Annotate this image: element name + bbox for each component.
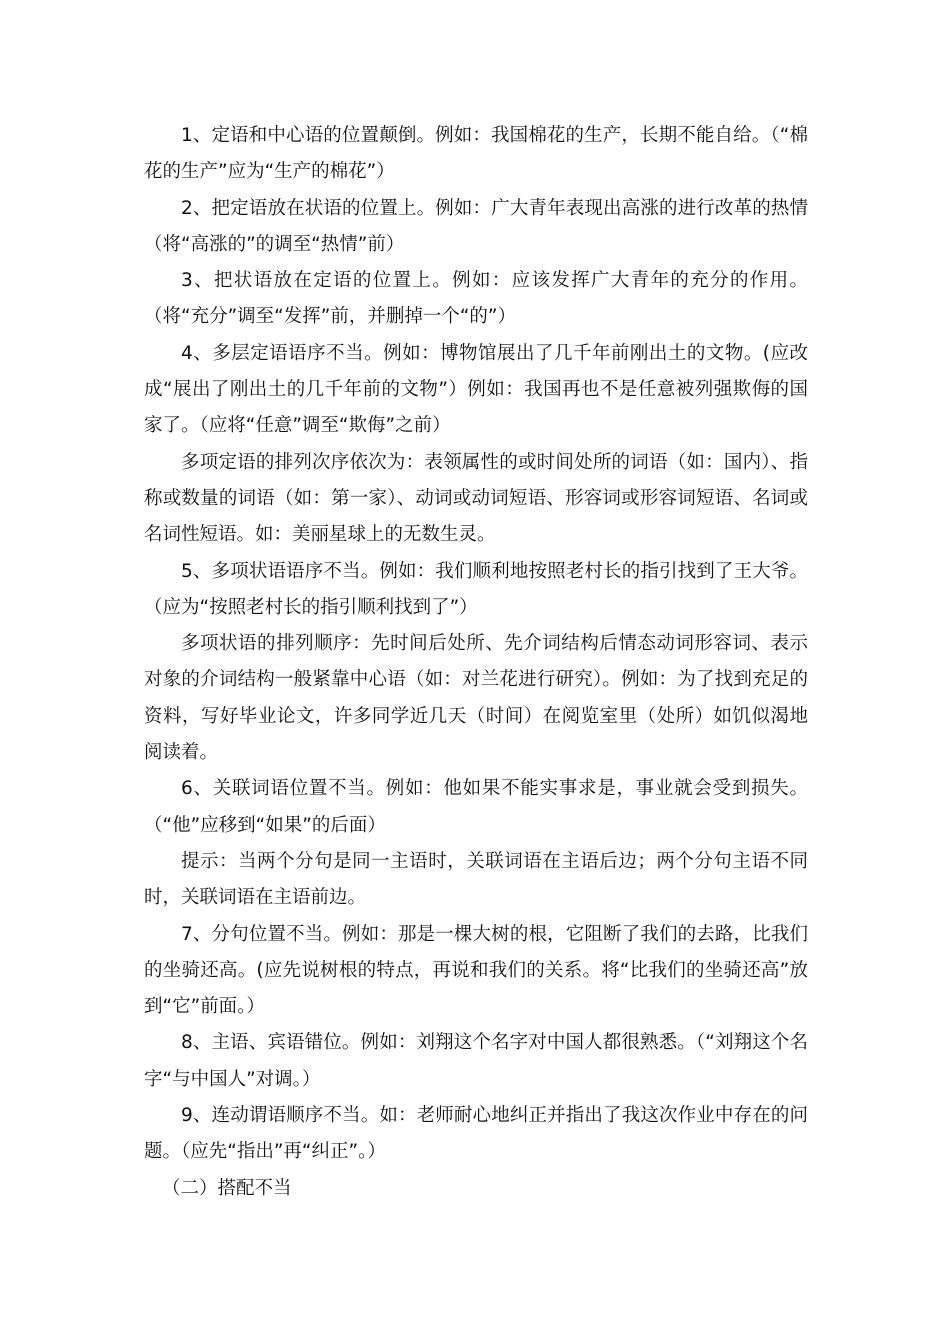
paragraph-7: 多项状语的排列顺序：先时间后处所、先介词结构后情态动词形容词、表示对象的介词结构一般紧靠中心语（如：对兰花进行研究）。例如：为了找到充足的资料，写好毕业论文，许多同学近几天（时间）在阅览室里（处所）如饥似渴地阅读着。 <box>144 633 808 764</box>
paragraph-6: 5、多项状语语序不当。例如：我们顺利地按照老村长的指引找到了王大爷。（应为“按照老村长的指引顺利找到了”） <box>144 560 808 618</box>
paragraph-5: 多项定语的排列次序依次为：表领属性的或时间处所的词语（如：国内）、指称或数量的词语（如：第一家）、动词或动词短语、形容词或形容词短语、名词或名词性短语。如：美丽星球上的无数生灵。 <box>144 451 808 546</box>
section-heading: （二）搭配不当 <box>162 1177 292 1199</box>
paragraph-4: 4、多层定语语序不当。例如：博物馆展出了几千年前刚出土的文物。(应改成“展出了刚出土的几千年前的文物”）例如：我国再也不是任意被列强欺侮的国家了。（应将“任意”调至“欺侮”之前） <box>144 342 808 437</box>
paragraph-9: 提示：当两个分句是同一主语时，关联词语在主语后边；两个分句主语不同时，关联词语在主语前边。 <box>144 850 808 909</box>
paragraph-3: 3、把状语放在定语的位置上。例如：应该发挥广大青年的充分的作用。（将“充分”调至“发挥”前，并删掉一个“的”） <box>144 270 808 328</box>
paragraph-8: 6、关联词语位置不当。例如：他如果不能实事求是，事业就会受到损失。（“他”应移到“如果”的后面） <box>144 778 808 836</box>
paragraph-10: 7、分句位置不当。例如：那是一棵大树的根，它阻断了我们的去路，比我们的坐骑还高。(应先说树根的特点，再说和我们的关系。将“比我们的坐骑还高”放到“它”前面。） <box>144 923 808 1018</box>
paragraph-2: 2、把定语放在状语的位置上。例如：广大青年表现出高涨的进行改革的热情（将“高涨的”的调至“热情”前） <box>144 197 808 255</box>
paragraph-1: 1、定语和中心语的位置颠倒。例如：我国棉花的生产，长期不能自给。（“棉花的生产”应为“生产的棉花”） <box>144 125 808 183</box>
paragraph-12: 9、连动谓语顺序不当。如：老师耐心地纠正并指出了我这次作业中存在的问题。（应先“指出”再“纠正”。） <box>144 1105 808 1163</box>
document-body <box>144 118 808 1207</box>
paragraph-11: 8、主语、宾语错位。例如：刘翔这个名字对中国人都很熟悉。（“刘翔这个名字“与中国人”对调。） <box>144 1032 808 1090</box>
